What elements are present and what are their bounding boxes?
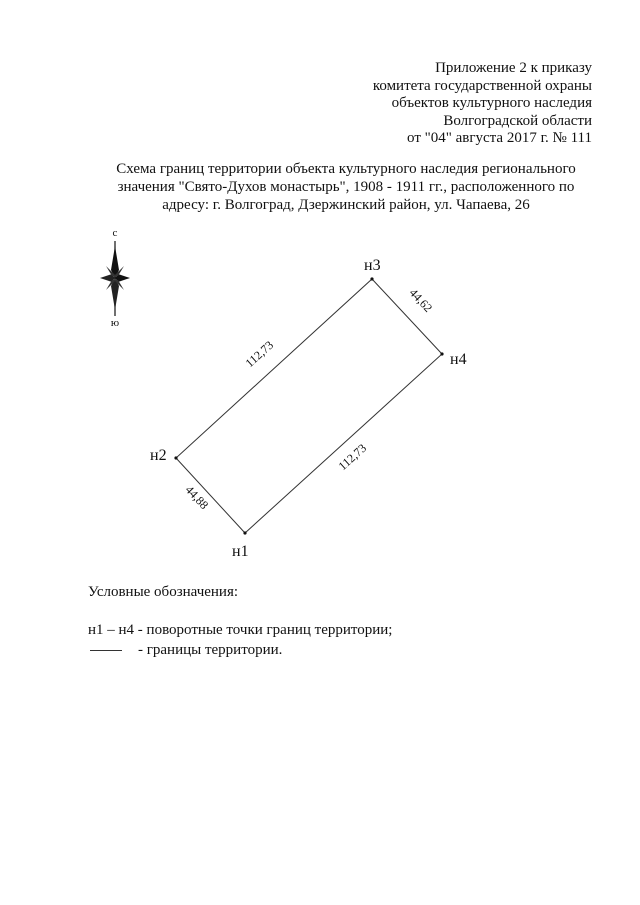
boundary-line-symbol bbox=[90, 650, 122, 651]
legend-points-row bbox=[88, 621, 392, 639]
vertex-n4 bbox=[440, 352, 443, 355]
territory-boundary bbox=[176, 279, 442, 533]
vertex-n2 bbox=[174, 456, 177, 459]
appendix-line: от "04" августа 2017 г. № 111 bbox=[407, 130, 592, 146]
vertex-label-n3: н3 bbox=[364, 257, 381, 274]
appendix-line: комитета государственной охраны bbox=[372, 77, 592, 94]
vertex-label-n1: н1 bbox=[232, 543, 249, 560]
title-line: Схема границ территории объекта культурного наследия регионального bbox=[116, 161, 576, 177]
segment-length-n3-n4: 44,62 bbox=[406, 285, 436, 315]
title-line: значения "Свято-Духов монастырь", 1908 - 1911 гг., расположенного по bbox=[117, 179, 575, 195]
segment-length-n1-n2: 44,88 bbox=[182, 482, 212, 512]
title-line: адресу: г. Волгоград, Дзержинский район, ул. Чапаева, 26 bbox=[162, 197, 530, 213]
vertex-n3 bbox=[370, 277, 373, 280]
appendix-line: объектов культурного наследия bbox=[391, 95, 592, 111]
legend-boundary-row bbox=[88, 641, 392, 659]
segment-length-n4-n1: 112,73 bbox=[335, 440, 370, 474]
appendix-line: Волгоградской области bbox=[443, 112, 592, 129]
vertex-label-n2: н2 bbox=[150, 447, 167, 464]
legend-points-text: н1 – н4 - поворотные точки границ территории; bbox=[88, 622, 393, 638]
compass-north-label: с bbox=[112, 227, 118, 239]
vertex-label-n4: н4 bbox=[450, 351, 467, 368]
appendix-line: Приложение 2 к приказу bbox=[435, 60, 592, 76]
vertex-n1 bbox=[243, 531, 246, 534]
segment-length-n2-n3: 112,73 bbox=[242, 337, 277, 371]
compass-rose-icon bbox=[100, 227, 130, 329]
compass-south-label: ю bbox=[110, 317, 120, 329]
legend-boundary-text: - границы территории. bbox=[138, 642, 283, 658]
legend-title: Условные обозначения: bbox=[88, 584, 239, 600]
legend bbox=[88, 583, 392, 661]
